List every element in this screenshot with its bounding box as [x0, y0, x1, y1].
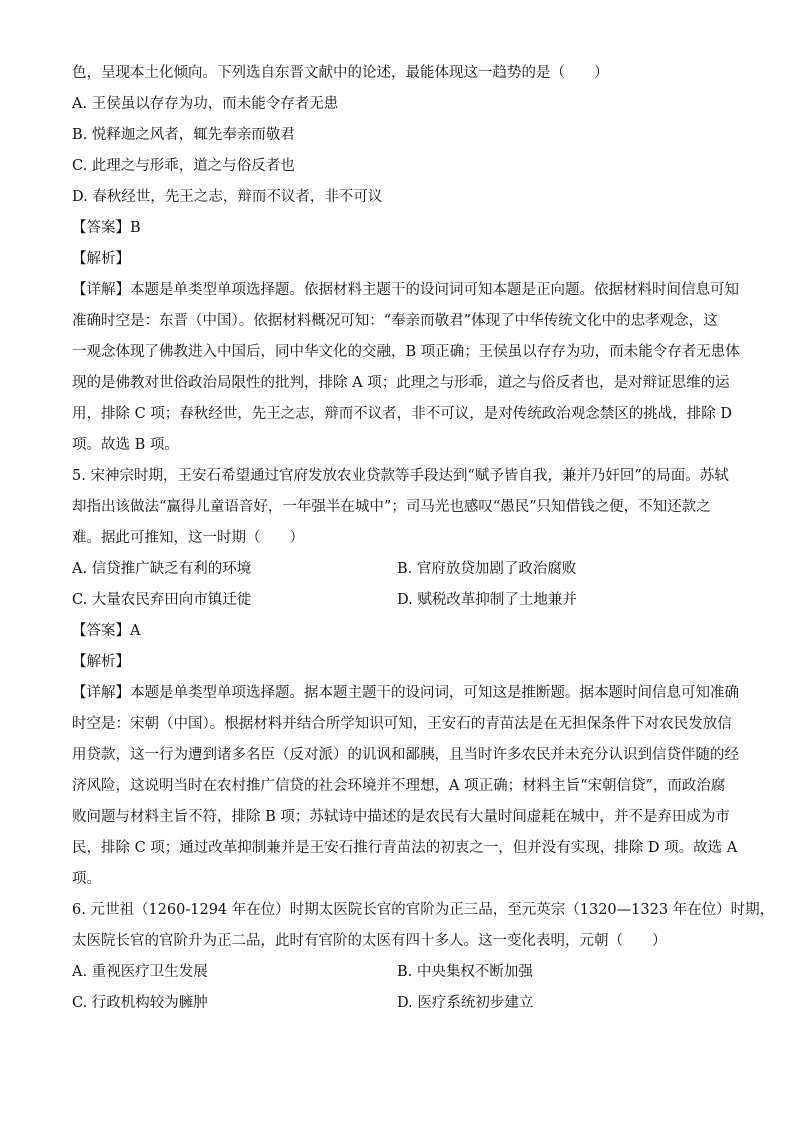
q6-option-a: A. 重视医疗卫生发展 — [72, 964, 208, 980]
document-page — [72, 58, 775, 1019]
q5-detail-line: 项。 — [72, 871, 101, 887]
q5-detail-line: 【详解】本题是单类型单项选择题。据本题主题干的设问词，可知这是推断题。据本题时间信息可知准确 — [72, 685, 739, 701]
q6-option-c: C. 行政机构较为臃肿 — [72, 995, 208, 1011]
q4-option-c: C. 此理之与形乖，道之与俗反者也 — [72, 158, 295, 174]
q5-option-d: D. 赋税改革抑制了土地兼并 — [397, 592, 577, 608]
q5-stem-line: 却指出该做法“赢得儿童语音好，一年强半在城中”；司马光也感叹“愚民”只知借钱之便，不知还款之 — [72, 499, 711, 515]
q5-detail-line: 民，排除 C 项；通过改革抑制兼并是王安石推行青苗法的初衷之一，但并没有实现，排除 D 项。故选 A — [72, 840, 738, 856]
q4-detail-line: 现的是佛教对世俗政治局限性的批判，排除 A 项；此理之与形乖，道之与俗反者也，是对辩证思维的运 — [72, 375, 730, 391]
q5-detail-line: 时空是：宋朝（中国）。根据材料并结合所学知识可知，王安石的青苗法是在无担保条件下对农民发放信 — [72, 716, 732, 732]
q5-option-b: B. 官府放贷加剧了政治腐败 — [397, 561, 577, 577]
q4-analysis-label: 【解析】 — [72, 251, 130, 267]
q5-options-row-2 — [72, 585, 724, 616]
q6-stem — [72, 895, 775, 957]
q5-stem-line: 难。据此可推知，这一时期（ ） — [72, 530, 304, 546]
q6-stem-line: 太医院长官的官阶升为正二品，此时有官阶的太医有四十多人。这一变化表明，元朝（ ） — [72, 933, 667, 949]
q5-stem-line: 5. 宋神宗时期，王安石希望通过官府发放农业贷款等手段达到“赋予皆自我，兼并乃奸回”的局面。苏轼 — [72, 468, 729, 484]
q4-detail-line: 项。故选 B 项。 — [72, 437, 179, 453]
q4-option-b: B. 悦释迦之风者，辄先奉亲而敬君 — [72, 127, 295, 143]
q6-option-d: D. 医疗系统初步建立 — [397, 995, 534, 1011]
q4-detail — [72, 275, 740, 461]
q5-detail — [72, 678, 739, 895]
q6-option-b: B. 中央集权不断加强 — [397, 964, 533, 980]
q6-options-row-2 — [72, 988, 724, 1019]
q5-detail-line: 济风险，这说明当时在农村推广信贷的社会环境并不理想，A 项正确；材料主旨“宋朝信贷”，而政治腐 — [72, 778, 726, 794]
q4-detail-line: 用，排除 C 项；春秋经世，先王之志，辩而不议者，非不可议，是对传统政治观念禁区的挑战，排除 D — [72, 406, 733, 422]
q5-answer: 【答案】A — [72, 623, 141, 639]
q5-analysis-label: 【解析】 — [72, 654, 130, 670]
q5-detail-line: 败问题与材料主旨不符，排除 B 项；苏轼诗中描述的是农民有大量时间虚耗在城中，并不是弃田成为市 — [72, 809, 730, 825]
q4-option-d: D. 春秋经世，先王之志，辩而不议者，非不可议 — [72, 189, 383, 205]
q4-detail-line: 一观念体现了佛教进入中国后，同中华文化的交融，B 项正确；王侯虽以存存为功，而未能令存者无患体 — [72, 344, 740, 360]
q4-stem-tail: 色，呈现本土化倾向。下列选自东晋文献中的论述，最能体现这一趋势的是（ ） — [72, 65, 609, 81]
q4-detail-line: 【详解】本题是单类型单项选择题。依据材料主题干的设问词可知本题是正向题。依据材料时间信息可知 — [72, 282, 739, 298]
q4-detail-line: 准确时空是：东晋（中国）。依据材料概况可知：“奉亲而敬君”体现了中华传统文化中的忠孝观念，这 — [72, 313, 718, 329]
q4-option-a: A. 王侯虽以存存为功，而未能令存者无患 — [72, 96, 339, 112]
q4-answer: 【答案】B — [72, 220, 141, 236]
q5-options-row-1 — [72, 554, 724, 585]
q5-option-c: C. 大量农民弃田向市镇迁徙 — [72, 592, 252, 608]
q6-stem-line: 6. 元世祖（1260-1294 年在位）时期太医院长官的官阶为正三品，至元英宗（1320—1323 年在位）时期， — [72, 902, 775, 918]
q5-stem — [72, 461, 729, 554]
q5-option-a: A. 信贷推广缺乏有利的环境 — [72, 561, 252, 577]
q5-detail-line: 用贷款，这一行为遭到诸多名臣（反对派）的讥讽和鄙胰，且当时许多农民并未充分认识到信贷伴随的经 — [72, 747, 739, 763]
q6-options-row-1 — [72, 957, 724, 988]
